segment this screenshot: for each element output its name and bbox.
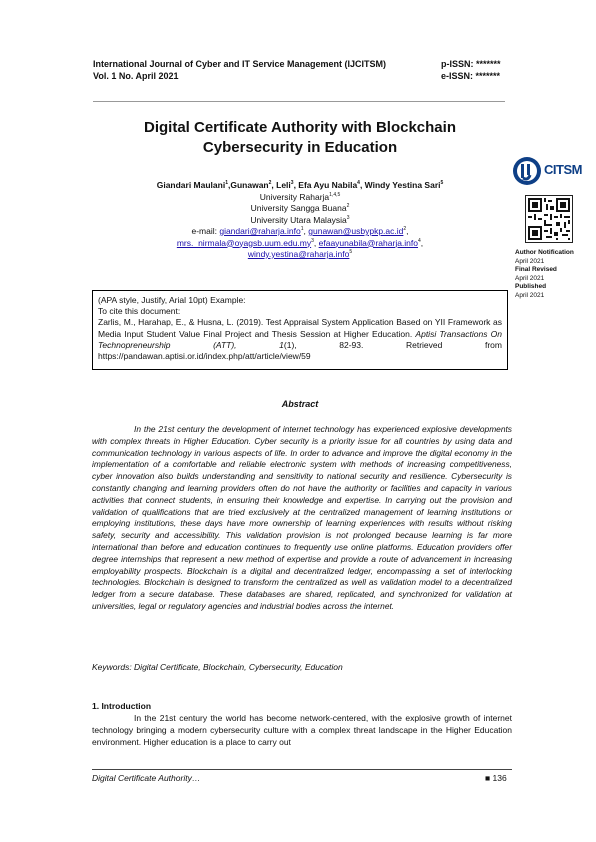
email-link-1[interactable]: giandari@raharja.info bbox=[219, 226, 301, 236]
citation-style-note: (APA style, Justify, Arial 10pt) Example: bbox=[98, 295, 246, 305]
email-line-1: e-mail: giandari@raharja.info$^1$, $gunawan@usbypkp.ac.id^2$, bbox=[191, 226, 409, 236]
footer-running-title: Digital Certificate Authority… bbox=[92, 773, 201, 783]
journal-logo bbox=[512, 156, 592, 186]
e-issn: e-ISSN: ******* bbox=[441, 71, 501, 81]
affiliation-1: University Raharja$^{1,4,5}$ bbox=[259, 191, 341, 202]
citation-reference: Zarlis, M., Harahap, E., & Husna, L. (2019). Test Appraisal System Application Based on YII Framework as Media Input Student Value Final Project and Thesis Session at Higher Education. Aptisi Transactions On Technopreneurship (ATT), 1(1), 82-93. Retrieved from https://pandawan.aptisi.or.id/index.php/att/article/view/59 bbox=[98, 317, 502, 362]
qr-code-icon bbox=[525, 195, 573, 243]
ij-logo-icon bbox=[512, 156, 542, 186]
logo-wordmark: CITSM bbox=[544, 162, 582, 177]
email-line-3: windy.yestina@raharja.info$^5$ bbox=[247, 249, 353, 259]
author-block bbox=[95, 180, 505, 261]
author-names: Giandari Maulani$^1$,Gunawan$^2$, Leli$^3$, Efa Ayu Nabila$^4$, Windy Yestina Sari$^5$ bbox=[156, 180, 444, 190]
email-line-2: $mrs.\_nirmala@oyagsb.uum.edu.my^3$, efaayunabila@raharja.info$^4$, bbox=[176, 237, 424, 248]
email-link-5[interactable]: windy.yestina@raharja.info bbox=[247, 249, 350, 259]
affiliation-2: University Sangga Buana$^2$ bbox=[250, 203, 350, 213]
p-issn: p-ISSN: ******* bbox=[441, 59, 501, 69]
paper-title bbox=[95, 118, 505, 158]
published-date: April 2021 bbox=[515, 291, 545, 299]
final-revised-date: April 2021 bbox=[515, 274, 545, 282]
abstract-heading: Abstract bbox=[281, 399, 319, 409]
title-line-1: Digital Certificate Authority with Blockchain bbox=[144, 119, 456, 136]
title-line-2: Cybersecurity in Education bbox=[202, 139, 398, 156]
footer-divider bbox=[92, 769, 512, 770]
introduction-text: In the 21st century the world has become network-centered, with the explosive growth of internet technology bringing a modern cybersecurity culture with a complex threat landscape in the Higher Education environment. Higher education is a place to carry out bbox=[92, 713, 512, 747]
email-link-3[interactable]: mrs._nirmala@oyagsb.uum.edu.my bbox=[176, 237, 312, 248]
abstract-text: In the 21st century the development of internet technology has experienced explosive developments with complex threats in Higher Education. Cyber security is a priority issue for all countries by using data and communication technology in various aspects of life. In order to advance and improve the digital economy in the implementation of a comfortable and reliable electronic system with methods of increasing competitiveness, cyber innovation also builds understanding and sensitivity to national security and resilience. Cybersecurity is constantly changing and learning providers often do not have the authority or facilities and capacity in various activities that connect students, in ensuring their knowledge and expertise. In carrying out the provision and validation of qualifications that are tried exclusively at the centralized management of learning institutions or employing institutions, these days have more ownership of learning experiences with results without risking safety, security and accessibility. This validation provision is not prolonged because learning is far more international than before and education continues to frequently use online platforms. Education providers offer degree internships that represent a new method of expertise and provide a route of advancement in increasing employability prospects. Blockchain is a digital and decentralized ledger, encompassing a set of interlocking technologies. Blockchain is designed to transform the centralized as well as validation model to a decentralized ledger from a secure database. These databases are shared, replicated, and synchronized for validation at universities, legal or regulatory agencies and industrial bodies across the internet. bbox=[92, 424, 512, 611]
author-notification-label: Author Notification bbox=[515, 249, 574, 256]
email-link-2[interactable]: gunawan@usbypkp.ac.id bbox=[308, 226, 404, 236]
keywords: Keywords: Digital Certificate, Blockchain, Cybersecurity, Education bbox=[92, 662, 343, 672]
citation-cite-label: To cite this document: bbox=[98, 306, 181, 317]
published-label: Published bbox=[515, 283, 547, 290]
author-notification-date: April 2021 bbox=[515, 257, 545, 265]
email-link-4[interactable]: efaayunabila@raharja.info bbox=[318, 237, 419, 248]
affiliation-3: University Utara Malaysia$^3$ bbox=[250, 214, 350, 225]
journal-volume: Vol. 1 No. April 2021 bbox=[93, 71, 179, 81]
citation-box bbox=[92, 290, 508, 370]
final-revised-label: Final Revised bbox=[515, 266, 557, 273]
journal-name: International Journal of Cyber and IT Service Management (IJCITSM) bbox=[93, 59, 387, 69]
page-number: ■ 136 bbox=[485, 773, 507, 783]
publication-dates bbox=[515, 249, 574, 300]
section-heading-introduction: 1. Introduction bbox=[92, 701, 152, 711]
header-divider bbox=[93, 101, 505, 102]
